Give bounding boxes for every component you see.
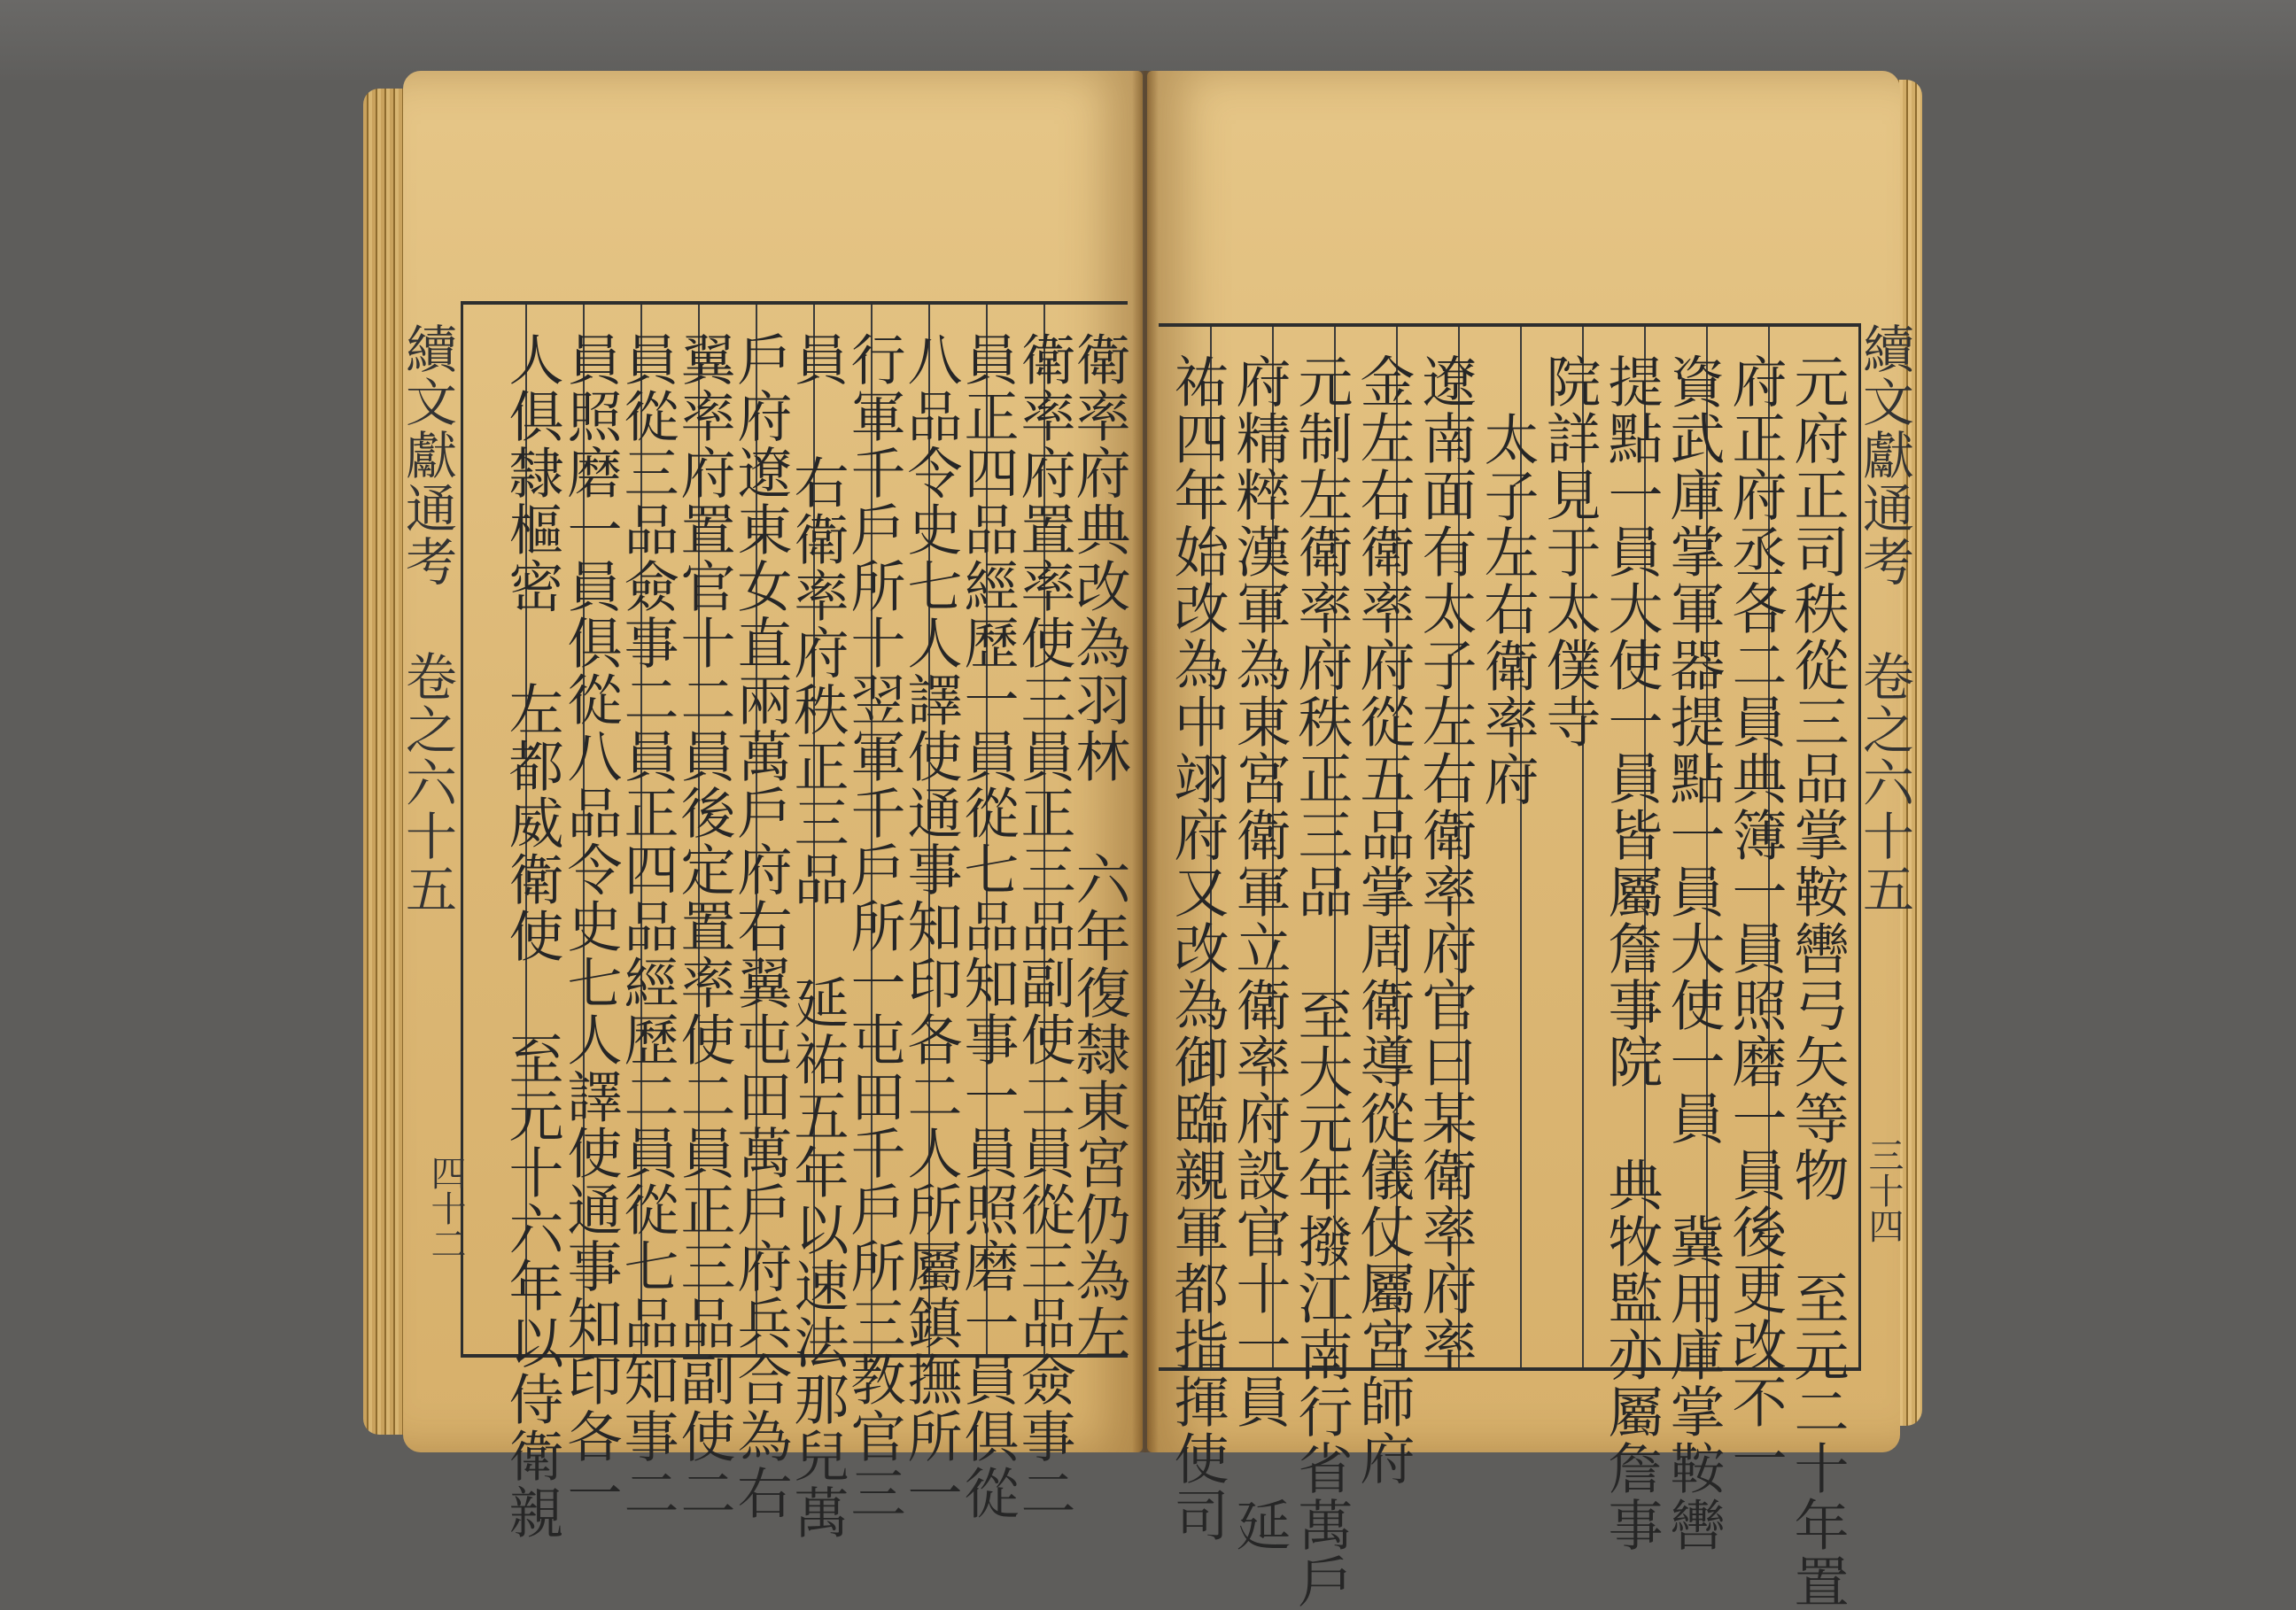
text-column: 員從三品僉事二員正四品經歷二員從七品知事二: [615, 331, 679, 1521]
text-column: 衛率府置率使三員正三品副使二員從三品僉事二: [1012, 331, 1076, 1521]
text-column: 員正四品經歷一員從七品知事一員照磨一員俱從: [955, 331, 1020, 1521]
text-column: 八品令史七人譯使通事知印各二人所屬鎮撫所一: [898, 331, 963, 1521]
text-column: 員 右衛率府秩正三品 延祐五年以速法那兒萬: [785, 331, 849, 1541]
text-column: 府精粹漢軍為東宮衛軍立衛率府設官十一員 延: [1227, 353, 1292, 1553]
text-column: 元府正司秩從三品掌鞍轡弓矢等物 至元二十年置: [1785, 353, 1850, 1610]
book-gutter: [1132, 71, 1159, 1452]
text-column: 行軍千戶所十翌軍千戶所一屯田千戶所三教官三: [842, 331, 906, 1521]
text-column: 資武庫掌軍器提點一員大使一員 冀用庫掌鞍轡: [1661, 353, 1726, 1553]
text-column: 遼南面有太子左右衛率府官曰某衛率府率: [1413, 353, 1478, 1374]
text-column: 祐四年始改為中翊府又改為御臨親軍都指揮使司: [1165, 353, 1229, 1544]
section-heading: 太子左右衛率府: [1475, 411, 1540, 808]
text-column: 戶府遼東女直兩萬戶府右翼屯田萬戶府兵合為右: [728, 331, 793, 1521]
text-column: 府正府丞各二員典簿一員照磨一員後更改不一: [1723, 353, 1788, 1487]
text-column: 院詳見于太僕寺: [1537, 353, 1602, 750]
text-column: 人俱隸樞密 左都威衛使 至元十六年以侍衛親: [500, 331, 564, 1541]
text-column: 提點一員大使一員皆屬詹事院 典牧監亦屬詹事: [1599, 353, 1664, 1553]
text-column: 衛率府典改為羽林 六年復隸東宮仍為左: [1067, 331, 1131, 1361]
right-text-block: [1159, 322, 1914, 1610]
text-column: 金左右衛率府從五品掌周衛導從儀仗屬宮師府: [1351, 353, 1416, 1487]
margin-title: 續文獻通考 卷之六十五: [397, 322, 457, 916]
text-column: 員照磨一員俱從八品令史七人譯使通事知印各一: [558, 331, 623, 1521]
folio-number: 四十二: [425, 1155, 466, 1261]
text-column: 翼率府置官十二員後定置率使二員正三品副使二: [671, 331, 736, 1521]
background-shadow: [0, 0, 2296, 80]
margin-title: 續文獻通考 卷之六十五: [1854, 322, 1914, 916]
left-text-block: [397, 301, 1131, 1541]
text-column: 元制左衛率府秩正三品 至大元年撥江南行省萬戶: [1289, 353, 1354, 1610]
folio-number: 三十四: [1863, 1137, 1904, 1243]
